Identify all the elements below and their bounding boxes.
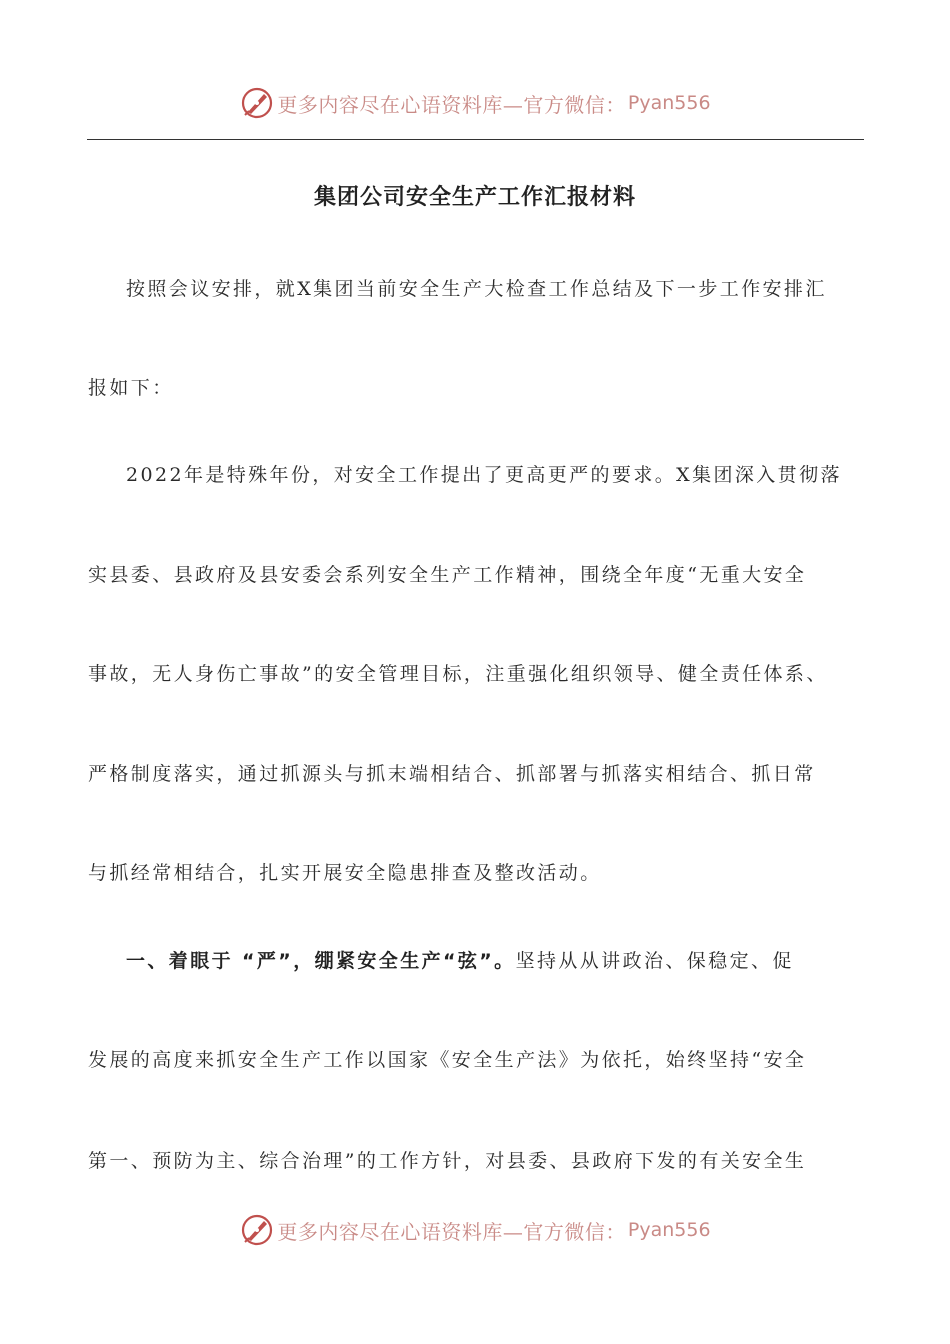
section-text: 坚持从从讲政治、保稳定、促 bbox=[515, 950, 794, 972]
watermark-text: 更多内容尽在心语资料库—官方微信： bbox=[277, 1219, 626, 1244]
header-divider bbox=[87, 139, 864, 140]
watermark-wechat-id: Pyan556 bbox=[627, 92, 711, 114]
paragraph-line: 第一、预防为主、综合治理”的工作方针，对县委、县政府下发的有关安全生 bbox=[88, 1150, 807, 1172]
quill-pen-logo-icon bbox=[239, 1212, 275, 1248]
header-watermark bbox=[0, 83, 950, 123]
watermark-wechat-id: Pyan556 bbox=[627, 1219, 711, 1241]
paragraph-line: 按照会议安排，就X集团当前安全生产大检查工作总结及下一步工作安排汇 bbox=[126, 278, 827, 300]
footer-watermark bbox=[0, 1210, 950, 1250]
paragraph-line: 报如下： bbox=[88, 377, 174, 399]
section-heading-line bbox=[126, 946, 794, 973]
paragraph-line: 2022年是特殊年份，对安全工作提出了更高更严的要求。X集团深入贯彻落 bbox=[126, 464, 842, 486]
paragraph-line: 与抓经常相结合，扎实开展安全隐患排查及整改活动。 bbox=[88, 862, 602, 884]
paragraph-line: 发展的高度来抓安全生产工作以国家《安全生产法》为依托，始终坚持“安全 bbox=[88, 1049, 807, 1071]
paragraph-line: 实县委、县政府及县安委会系列安全生产工作精神，围绕全年度“无重大安全 bbox=[88, 564, 807, 586]
section-heading: 一、着眼于 “严”，绷紧安全生产“弦”。 bbox=[126, 950, 516, 972]
paragraph-line: 事故，无人身伤亡事故”的安全管理目标，注重强化组织领导、健全责任体系、 bbox=[88, 663, 828, 685]
watermark-text: 更多内容尽在心语资料库—官方微信： bbox=[277, 92, 626, 117]
document-title: 集团公司安全生产工作汇报材料 bbox=[313, 185, 636, 210]
paragraph-line: 严格制度落实，通过抓源头与抓末端相结合、抓部署与抓落实相结合、抓日常 bbox=[88, 763, 816, 785]
quill-pen-logo-icon bbox=[239, 85, 275, 121]
